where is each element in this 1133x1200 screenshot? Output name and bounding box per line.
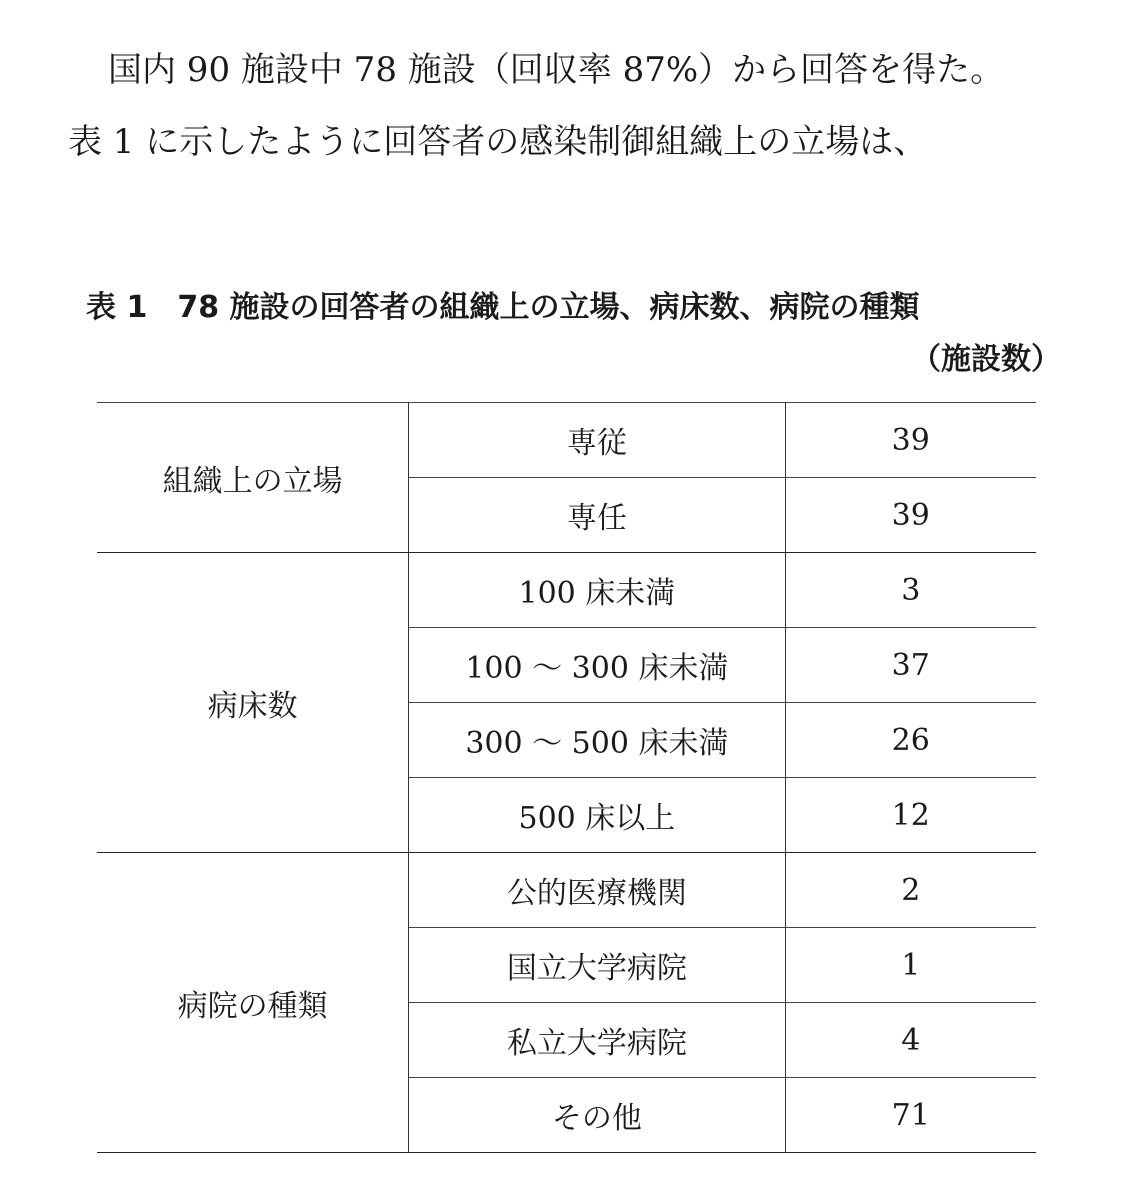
paragraph-line-2: 表 1 に示したように回答者の感染制御組織上の立場は、 xyxy=(68,122,928,162)
row-item: 100 〜 300 床未満 xyxy=(409,628,785,703)
row-count: 71 xyxy=(891,1097,930,1133)
row-item: 公的医療機関 xyxy=(409,853,785,928)
group-label-hospital-type: 病院の種類 xyxy=(97,853,409,1153)
table-caption: 表 1 78 施設の回答者の組織上の立場、病床数、病院の種類 xyxy=(86,290,920,325)
row-count: 26 xyxy=(891,722,930,758)
row-count: 2 xyxy=(901,872,921,908)
row-item: 私立大学病院 xyxy=(409,1003,785,1078)
row-count: 37 xyxy=(891,647,930,683)
table-row xyxy=(97,553,1036,628)
table-row xyxy=(97,853,1036,928)
row-item: 500 床以上 xyxy=(409,778,785,853)
table-row xyxy=(97,403,1036,478)
row-item: 300 〜 500 床未満 xyxy=(409,703,785,778)
row-count: 4 xyxy=(901,1022,921,1058)
group-label-position: 組織上の立場 xyxy=(97,403,409,553)
facility-table xyxy=(97,402,1036,1153)
row-count: 12 xyxy=(891,797,930,833)
row-item: 専従 xyxy=(409,403,785,478)
row-item: その他 xyxy=(409,1078,785,1153)
group-label-beds: 病床数 xyxy=(97,553,409,853)
row-item: 100 床未満 xyxy=(409,553,785,628)
row-item: 専任 xyxy=(409,478,785,553)
paragraph-line-1: 国内 90 施設中 78 施設（回収率 87%）から回答を得た。 xyxy=(108,50,1005,90)
row-count: 39 xyxy=(891,497,930,533)
row-item: 国立大学病院 xyxy=(409,928,785,1003)
table-unit-label: （施設数） xyxy=(911,342,1061,377)
row-count: 39 xyxy=(891,422,930,458)
row-count: 3 xyxy=(901,572,921,608)
row-count: 1 xyxy=(901,947,921,983)
